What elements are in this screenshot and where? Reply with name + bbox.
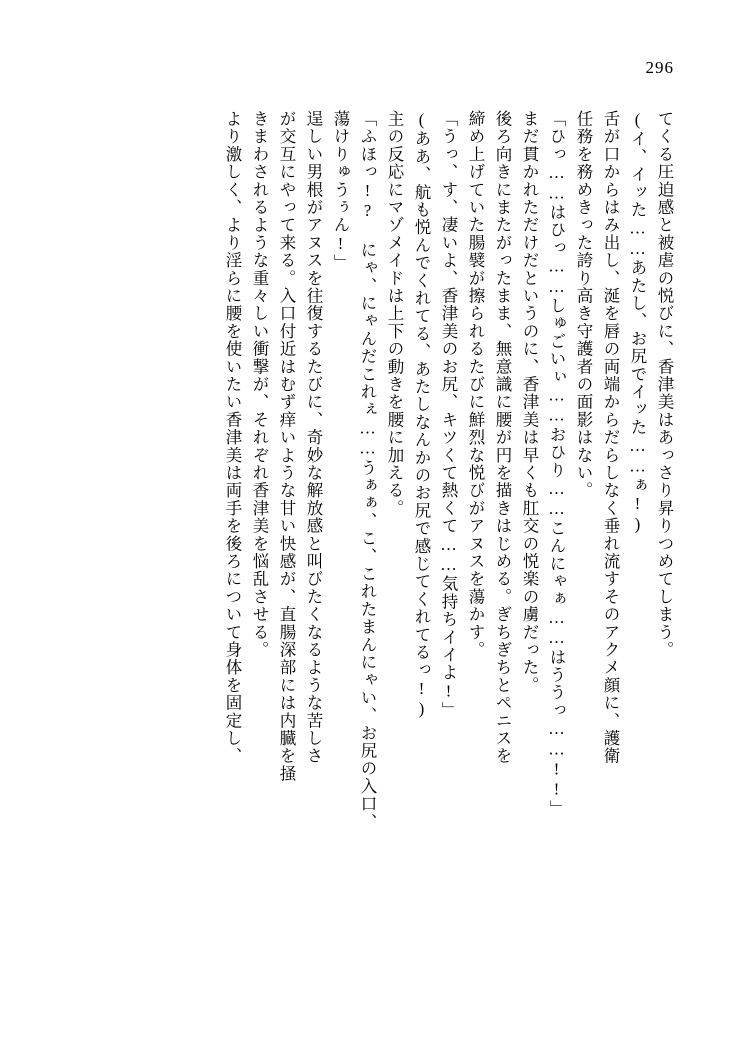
text-column: 「うっ、す、凄いよ、香津美のお尻、キツくて熱くて……気持ちイイよ!」 <box>439 110 458 720</box>
text-column: 蕩けりゅうぅん!」 <box>331 110 350 272</box>
text-column: (イ、イッた……あたし、お尻でイッた……ぁ!) <box>628 110 647 535</box>
text-column: てくる圧迫感と被虐の悦びに、香津美はあっさり昇りつめてしまう。 <box>655 110 674 659</box>
page-number: 296 <box>645 58 674 77</box>
body-text-block <box>62 110 678 942</box>
text-column: が交互にやって来る。入口付近はむず痒いような甘い快感が、直腸深部には内臓を掻 <box>277 110 296 783</box>
text-column: 逞しい男根がアヌスを往復するたびに、奇妙な解放感と叫びたくなるような苦しさ <box>304 110 323 765</box>
text-column: 任務を務めきった誇り高き守護者の面影はない。 <box>574 110 593 500</box>
text-column: より激しく、より淫らに腰を使いたい香津美は両手を後ろについて身体を固定し、 <box>223 110 242 765</box>
text-column: まだ貫かれただけだというのに、香津美は早くも肛交の悦楽の虜だった。 <box>520 110 539 695</box>
text-column: きまわされるような重々しい衝撃が、それぞれ香津美を悩乱させる。 <box>250 110 269 659</box>
text-column: (ああ、航も悦んでくれてる、あたしなんかのお尻で感じてくれてるっ!) <box>412 110 431 720</box>
text-column: 締め上げていた腸襞が擦られるたびに鮮烈な悦びがアヌスを蕩かす。 <box>466 110 485 659</box>
text-column: 主の反応にマゾメイドは上下の動きを腰に加える。 <box>385 110 404 518</box>
text-column: 後ろ向きにまたがったまま、無意識に腰が円を描きはじめる。ぎちぎちとペニスを <box>493 110 512 765</box>
text-column: 「ふほっ!? にゃ、にゃんだこれぇ……うぁぁ、こ、これたまんにゃい、お尻の入口、 <box>358 110 377 831</box>
text-column: 舌が口からはみ出し、涎を唇の両端からだらしなく垂れ流すそのアクメ顔に、護衛 <box>601 110 620 765</box>
text-column: 「ひっ……はひっ……しゅごいぃ……おひり……こんにゃぁ……はううっ……!!」 <box>547 110 566 818</box>
